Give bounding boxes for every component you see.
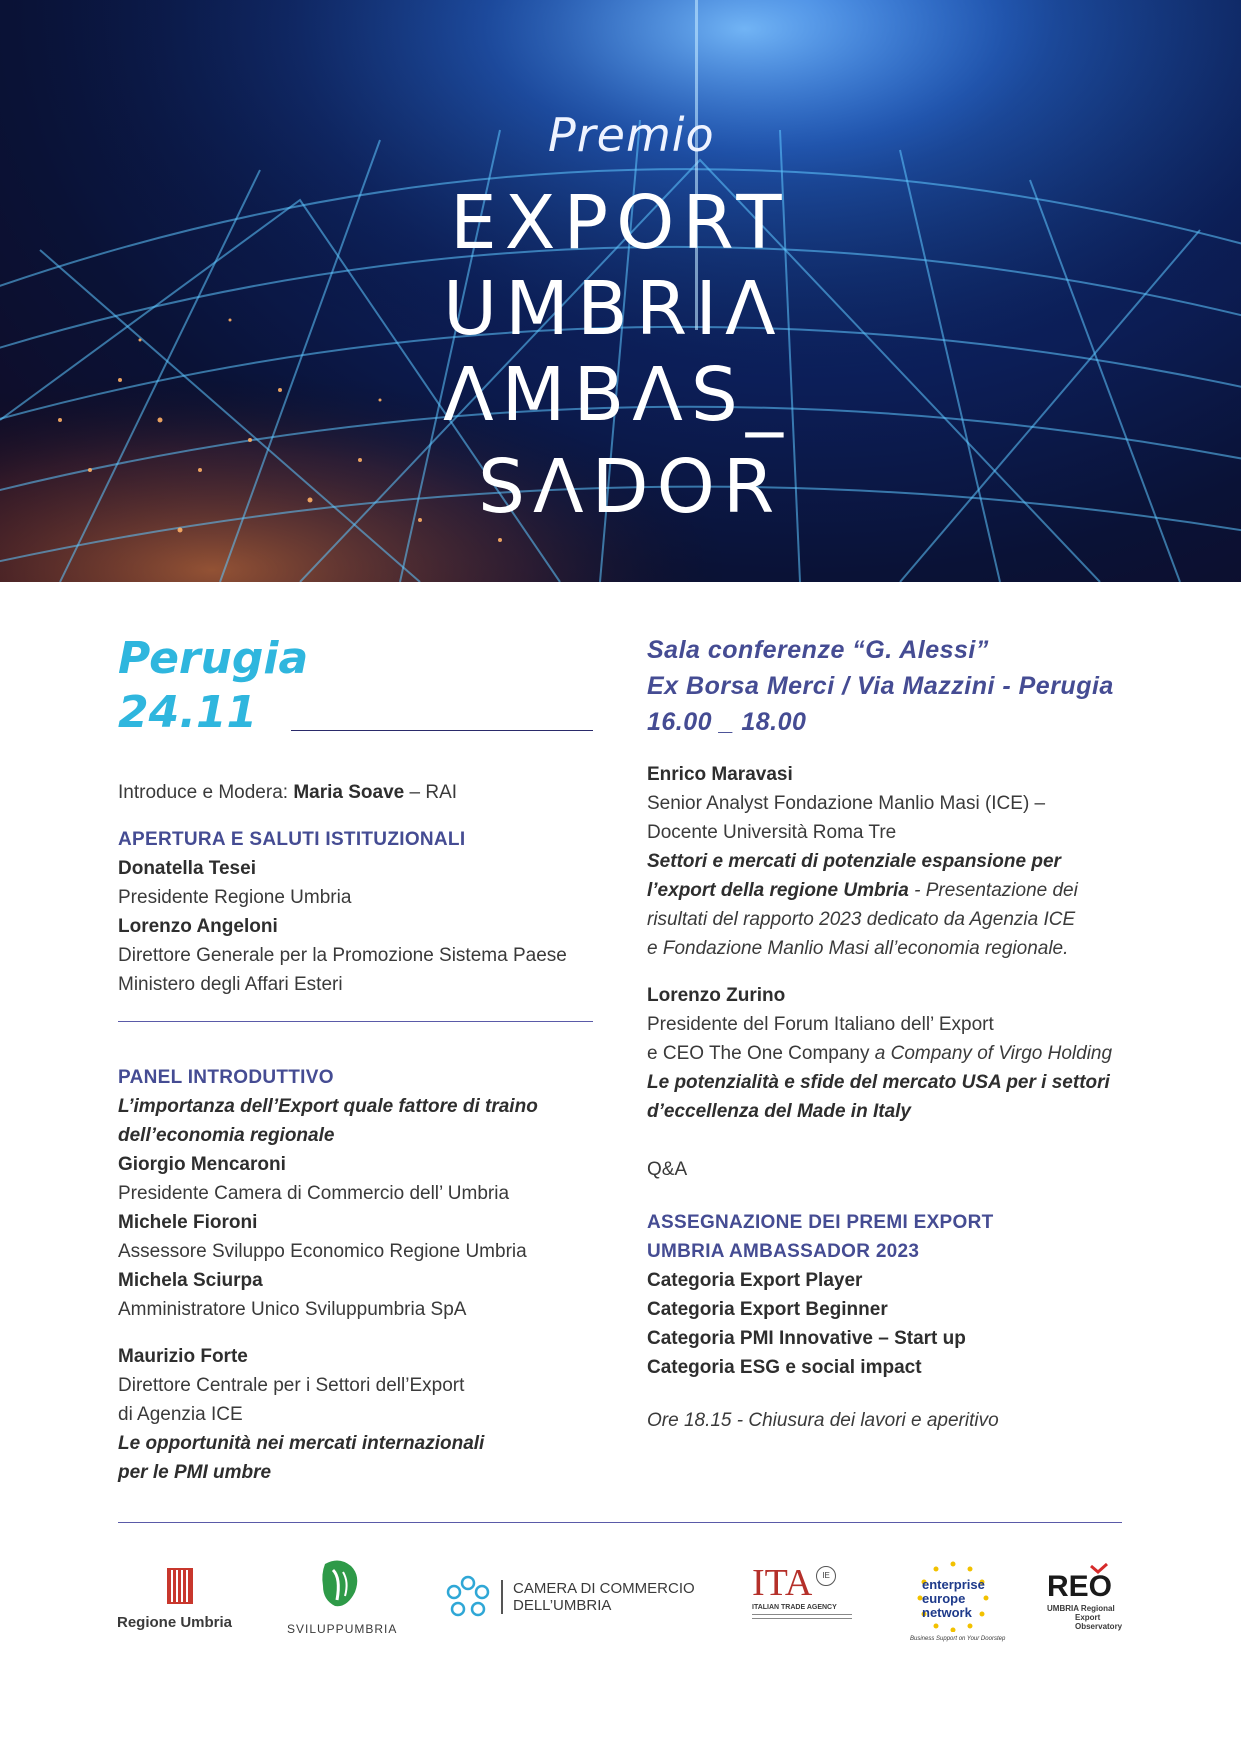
speaker-role: Presidente Camera di Commercio dell’ Umbria	[118, 1183, 510, 1204]
hero-title	[0, 0, 1241, 582]
speaker-topic: e Fondazione Manlio Masi all’economia regionale.	[647, 938, 1069, 959]
speaker-role: Ministero degli Affari Esteri	[118, 974, 343, 995]
left-column	[118, 632, 598, 1487]
award-category: Categoria Export Beginner	[647, 1299, 888, 1320]
award-category: Categoria PMI Innovative – Start up	[647, 1328, 966, 1349]
speaker-topic-bold: l’export della regione Umbria	[647, 880, 909, 901]
speaker-name: Michela Sciurpa	[118, 1270, 263, 1291]
event-city: Perugia	[118, 633, 309, 684]
right-column	[647, 632, 1127, 1435]
moderator-line	[118, 778, 598, 807]
camera-label-line1: CAMERA DI COMMERCIO	[513, 1580, 695, 1597]
venue-line-1: Sala conferenze “G. Alessi”	[647, 636, 989, 664]
regione-emblem-icon	[165, 1566, 195, 1606]
speaker-name: Michele Fioroni	[118, 1212, 258, 1233]
award-category: Categoria ESG e social impact	[647, 1357, 922, 1378]
ita-wordmark: ITA	[752, 1562, 813, 1604]
panel-topic: dell’economia regionale	[118, 1125, 335, 1146]
sviluppumbria-leaf-icon	[315, 1556, 365, 1612]
een-wordmark	[922, 1578, 985, 1620]
speaker-topic: Settori e mercati di potenziale espansione per	[647, 851, 1061, 872]
section-divider	[118, 1021, 593, 1022]
speaker-name: Maurizio Forte	[118, 1346, 248, 1367]
hero-banner	[0, 0, 1241, 582]
ita-subtitle: ITALIAN TRADE AGENCY	[752, 1604, 837, 1611]
panel-topic: L’importanza dell’Export quale fattore di traino	[118, 1096, 538, 1117]
een-line2: europe	[922, 1591, 966, 1606]
moderator-suffix: – RAI	[404, 782, 458, 803]
event-date: 24.11	[118, 687, 258, 738]
camera-label-line2: DELL’UMBRIA	[513, 1597, 612, 1614]
premio-label: Premio	[548, 108, 715, 162]
speaker-role: Senior Analyst Fondazione Manlio Masi (ICE) –	[647, 793, 1046, 814]
reo-wordmark: REO	[1047, 1570, 1113, 1603]
award-category: Categoria Export Player	[647, 1270, 863, 1291]
venue-line-2: Ex Borsa Merci / Via Mazzini - Perugia	[647, 672, 1114, 700]
speaker-role: Assessore Sviluppo Economico Regione Umbria	[118, 1241, 527, 1262]
speaker-role: Amministratore Unico Sviluppumbria SpA	[118, 1299, 467, 1320]
speaker-role: Direttore Generale per la Promozione Sistema Paese	[118, 945, 567, 966]
speaker-role: Presidente del Forum Italiano dell’ Export	[647, 1014, 994, 1035]
title-line-3: ΛMBΛS_	[443, 352, 791, 438]
regione-label: Regione Umbria	[117, 1614, 233, 1631]
speaker-role: Docente Università Roma Tre	[647, 822, 897, 843]
section-heading-awards: UMBRIA AMBASSADOR 2023	[647, 1241, 920, 1262]
speaker-topic	[647, 876, 1127, 905]
speaker-name: Lorenzo Zurino	[647, 985, 786, 1006]
speaker-topic: Le potenzialità e sfide del mercato USA per i settori	[647, 1072, 1110, 1093]
speaker-topic: Le opportunità nei mercati internazionali	[118, 1433, 485, 1454]
speaker-role: di Agenzia ICE	[118, 1404, 243, 1425]
title-line-2: UMBRIΛ	[443, 266, 784, 352]
camera-label	[513, 1580, 695, 1614]
footer-divider	[118, 1522, 1122, 1523]
section-heading-awards: ASSEGNAZIONE DEI PREMI EXPORT	[647, 1212, 994, 1233]
speaker-topic: per le PMI umbre	[118, 1462, 272, 1483]
reo-sub-line3: Observatory	[1075, 1622, 1123, 1631]
speaker-name: Donatella Tesei	[118, 858, 256, 879]
logo-ita	[752, 1564, 867, 1619]
ita-fine-print	[752, 1618, 852, 1619]
speaker-role: Presidente Regione Umbria	[118, 887, 352, 908]
qa-label: Q&A	[647, 1159, 688, 1180]
camera-divider	[501, 1580, 503, 1614]
reo-sub-line2: Export	[1075, 1613, 1101, 1622]
speaker-topic-rest: - Presentazione dei	[908, 880, 1078, 901]
moderator-prefix: Introduce e Modera:	[118, 782, 294, 803]
een-line3: network	[922, 1605, 972, 1620]
speaker-topic: risultati del rapporto 2023 dedicato da Agenzia ICE	[647, 909, 1076, 930]
reo-subtitle	[1047, 1604, 1122, 1631]
section-heading-panel: PANEL INTRODUTTIVO	[118, 1067, 334, 1088]
speaker-role-italic: a Company of Virgo Holding	[874, 1043, 1113, 1064]
speaker-role: Direttore Centrale per i Settori dell’Export	[118, 1375, 465, 1396]
speaker-name: Giorgio Mencaroni	[118, 1154, 286, 1175]
een-line1: enterprise	[922, 1577, 985, 1592]
event-time: 16.00 _ 18.00	[647, 708, 807, 736]
title-line-4: SΛDOR	[478, 444, 783, 530]
date-underline	[291, 730, 593, 731]
speaker-role	[647, 1039, 1127, 1068]
ita-seal-icon: IE	[816, 1566, 836, 1586]
speaker-name: Enrico Maravasi	[647, 764, 793, 785]
section-heading-opening: APERTURA E SALUTI ISTITUZIONALI	[118, 829, 466, 850]
speaker-name: Lorenzo Angeloni	[118, 916, 278, 937]
ita-fine-print	[752, 1614, 852, 1615]
sviluppumbria-label: SVILUPPUMBRIA	[287, 1622, 398, 1636]
speaker-topic: d’eccellenza del Made in Italy	[647, 1101, 911, 1122]
camera-commercio-icon	[445, 1574, 491, 1620]
een-tagline: Business Support on Your Doorstep	[910, 1636, 1006, 1642]
title-line-1: EXPORT	[450, 180, 790, 266]
partner-logos	[0, 1540, 1241, 1660]
closing-note: Ore 18.15 - Chiusura dei lavori e aperitivo	[647, 1410, 999, 1431]
speaker-role-plain: e CEO The One Company	[647, 1043, 875, 1064]
moderator-name: Maria Soave	[293, 782, 405, 803]
reo-sub-line1: UMBRIA Regional	[1047, 1604, 1115, 1613]
